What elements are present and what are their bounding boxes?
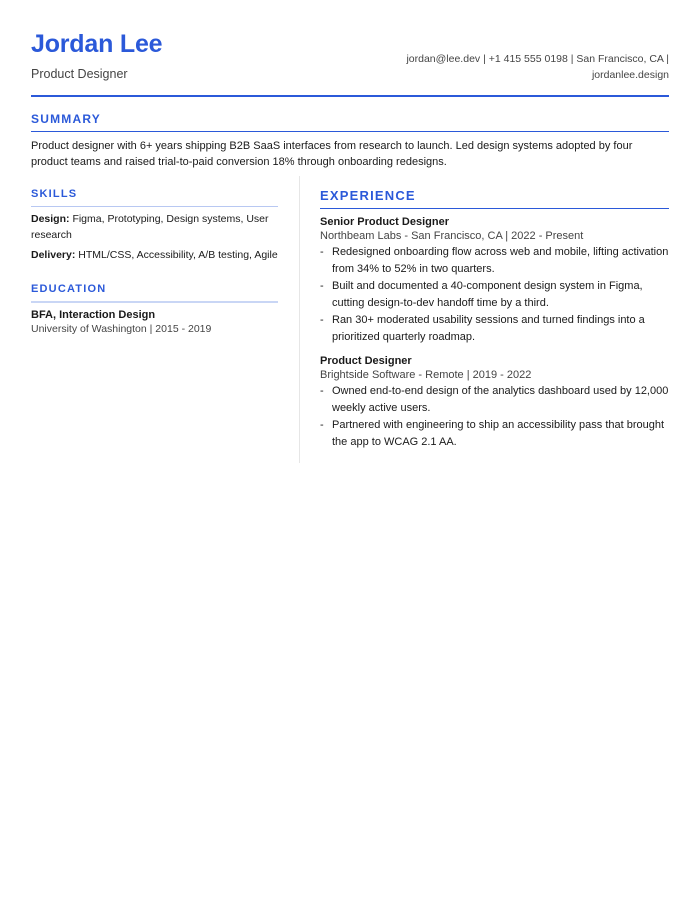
- summary-heading: SUMMARY: [31, 112, 101, 126]
- skills-divider: [31, 206, 278, 207]
- experience-heading: EXPERIENCE: [320, 188, 416, 203]
- experience-divider: [320, 208, 669, 209]
- resume-page: [31, 0, 669, 448]
- bullet-text: Redesigned onboarding flow across web and mobile, lifting activation from 34% to 52% in two quarters.: [332, 246, 669, 275]
- job-meta: Brightside Software - Remote | 2019 - 2022: [320, 369, 532, 381]
- job-bullet: [320, 244, 669, 277]
- candidate-name: Jordan Lee: [31, 30, 163, 58]
- job-title: Senior Product Designer: [320, 216, 449, 228]
- education-school: University of Washington | 2015 - 2019: [31, 323, 212, 335]
- bullet-marker: -: [320, 314, 324, 326]
- job-meta: Northbeam Labs - San Francisco, CA | 2022 - Present: [320, 230, 584, 242]
- job-title: Product Designer: [320, 355, 412, 367]
- job-bullet: [320, 417, 669, 450]
- sidebar-column: [31, 188, 278, 335]
- job-bullet: [320, 278, 669, 311]
- column-divider: [299, 176, 300, 463]
- bullet-text: Ran 30+ moderated usability sessions and turned findings into a prioritized quarterly roadmap.: [332, 314, 645, 343]
- resume-header: [31, 0, 669, 98]
- skill-item: [31, 247, 278, 263]
- bullet-marker: -: [320, 385, 324, 397]
- skill-value: HTML/CSS, Accessibility, A/B testing, Agile: [78, 249, 278, 261]
- education-heading: EDUCATION: [31, 283, 107, 295]
- job-bullet: [320, 383, 669, 416]
- summary-text: Product designer with 6+ years shipping B2B SaaS interfaces from research to launch. Led design systems adopted by four product teams and raised trial-to-paid conversion 18% through onboarding redesigns.: [31, 140, 633, 168]
- bullet-text: Owned end-to-end design of the analytics dashboard used by 12,000 weekly active users.: [332, 385, 669, 414]
- skill-item: [31, 211, 278, 243]
- header-divider: [31, 95, 669, 97]
- job-entry: [320, 355, 669, 450]
- experience-section: [320, 188, 669, 450]
- skill-label: Delivery:: [31, 249, 76, 261]
- candidate-role: Product Designer: [31, 67, 128, 81]
- job-bullet: [320, 312, 669, 345]
- education-divider: [31, 301, 278, 303]
- bullet-text: Built and documented a 40-component design system in Figma, cutting design-to-dev handoff time by a third.: [332, 280, 643, 309]
- skill-label: Design:: [31, 213, 70, 225]
- contact-info: jordan@lee.dev | +1 415 555 0198 | San Francisco, CA | jordanlee.design: [406, 53, 669, 81]
- bullet-marker: -: [320, 280, 324, 292]
- skill-value: Figma, Prototyping, Design systems, User research: [31, 213, 269, 241]
- skills-section: [31, 188, 278, 263]
- education-section: [31, 283, 278, 335]
- education-degree: BFA, Interaction Design: [31, 309, 156, 321]
- summary-divider: [31, 131, 669, 132]
- bullet-marker: -: [320, 246, 324, 258]
- bullet-marker: -: [320, 419, 324, 431]
- bullet-text: Partnered with engineering to ship an accessibility pass that brought the app to WCAG 2.1 AA.: [332, 419, 665, 448]
- skills-heading: SKILLS: [31, 188, 78, 200]
- job-entry: [320, 216, 669, 345]
- summary-section: [31, 112, 669, 170]
